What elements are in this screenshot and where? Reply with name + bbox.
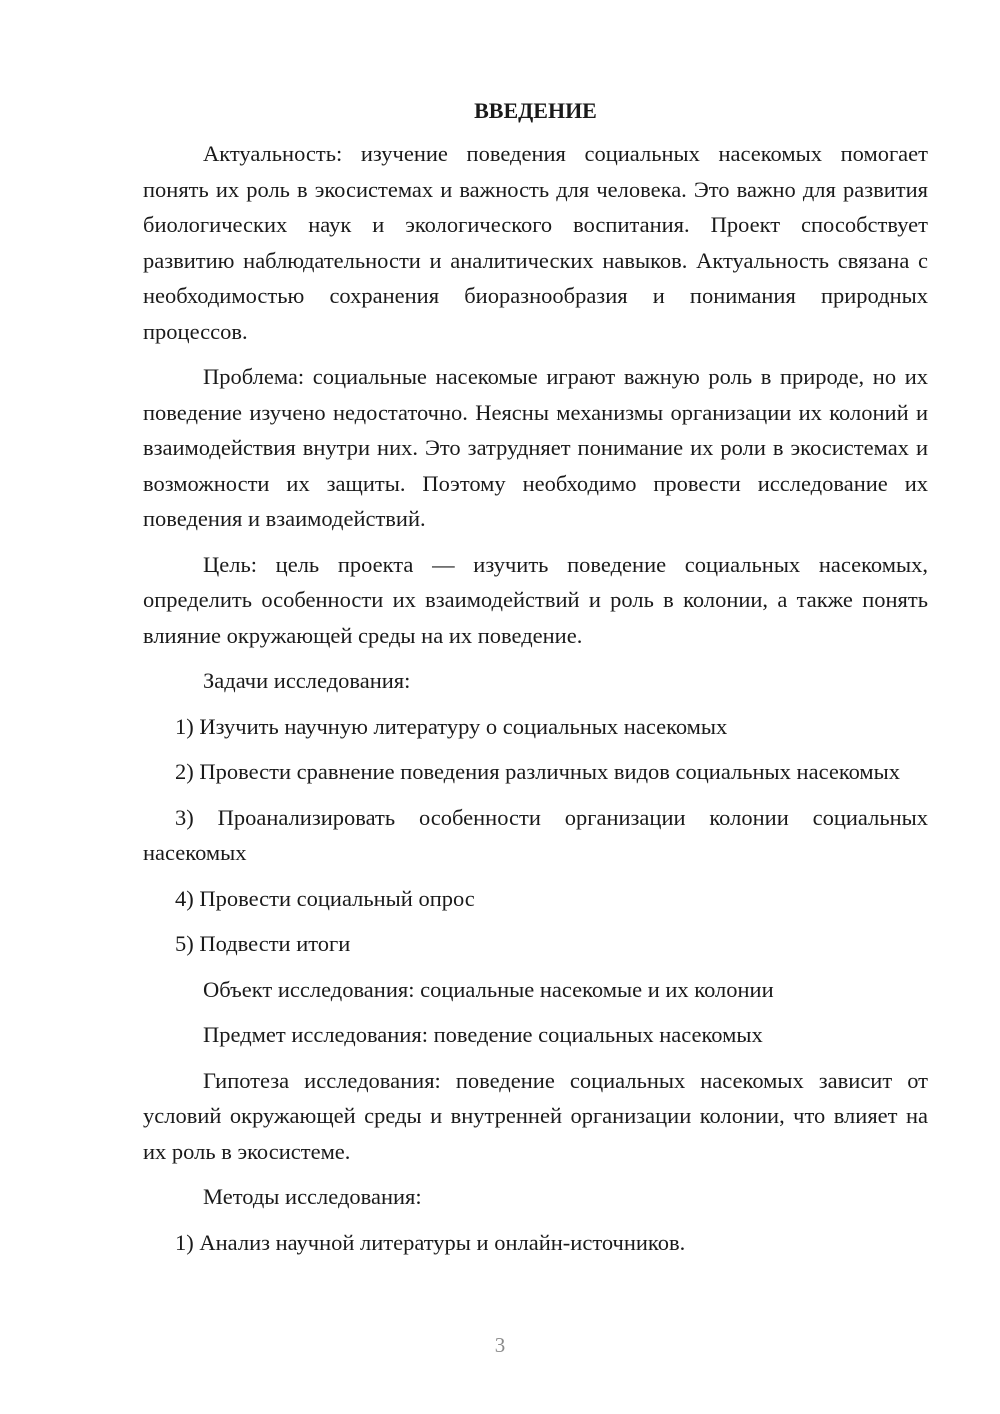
methods-heading: Методы исследования: (203, 1184, 422, 1209)
tasks-heading: Задачи исследования: (203, 668, 411, 693)
task-item: 1) Изучить научную литературу о социальных насекомых (175, 713, 728, 739)
relevance-paragraph: Актуальность: изучение поведения социальных насекомых помогает понять их роль в экосистемах и важность для человека. Это важно для развития биологических наук и экологического воспитания. Проект способствует развитию наблюдательности и аналитических навыков. Актуальность связана с необходимостью сохранения биоразнообразия и понимания природных процессов. (143, 141, 928, 344)
task-item: 4) Провести социальный опрос (175, 885, 475, 911)
subject-paragraph: Предмет исследования: поведение социальных насекомых (203, 1022, 763, 1047)
problem-paragraph: Проблема: социальные насекомые играют важную роль в природе, но их поведение изучено недостаточно. Неясны механизмы организации их колоний и взаимодействия внутри них. Это затрудняет понимание их роли в экосистемах и возможности их защиты. Поэтому необходимо провести исследование их поведения и взаимодействий. (143, 364, 928, 531)
task-item: 5) Подвести итоги (175, 931, 351, 956)
hypothesis-paragraph: Гипотеза исследования: поведение социальных насекомых зависит от условий окружающей среды и внутренней организации колонии, что влияет на их роль в экосистеме. (143, 1067, 928, 1164)
goal-paragraph: Цель: цель проекта — изучить поведение социальных насекомых, определить особенности их взаимодействий и роль в колонии, а также понять влияние окружающей среды на их поведение. (143, 551, 928, 648)
document-title: ВВЕДЕНИЕ (474, 98, 597, 123)
page-number: 3 (494, 1333, 506, 1357)
method-item: 1) Анализ научной литературы и онлайн-источников. (175, 1229, 686, 1255)
document-body (143, 96, 928, 1270)
object-paragraph: Объект исследования: социальные насекомые и их колонии (203, 976, 774, 1002)
task-item: 3) Проанализировать особенности организации колонии социальных насекомых (143, 804, 928, 865)
task-item: 2) Провести сравнение поведения различных видов социальных насекомых (175, 759, 901, 784)
